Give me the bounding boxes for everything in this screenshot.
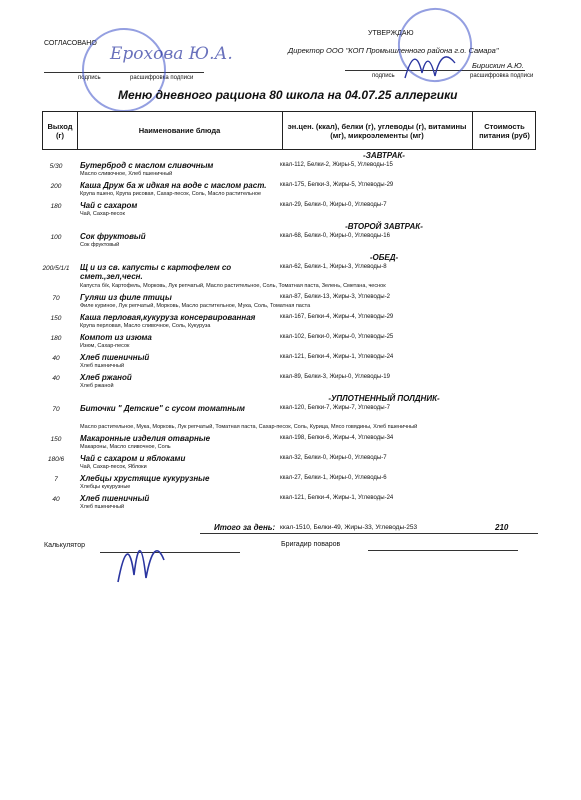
menu-row bbox=[42, 353, 536, 373]
row-comp: Капуста б/к, Картофель, Морковь, Лук репчатый, Масло растительное, Соль, Томатная паста, Зелень, Сметана, чеснок bbox=[80, 283, 386, 289]
row-nutr: ккал-175, Белки-3, Жиры-5, Углеводы-29 bbox=[280, 182, 394, 188]
menu-row bbox=[42, 201, 536, 221]
row-name: Хлеб пшеничный bbox=[80, 494, 150, 503]
row-comp: Хлеб ржаной bbox=[80, 383, 114, 389]
row-name: Компот из изюма bbox=[80, 333, 152, 342]
header-nutr: эн.цен. (ккал), белки (г), углеводы (г), витамины (мг), микроэлементы (мг) bbox=[282, 112, 473, 149]
row-name: Каша Друж ба ж идкая на воде с маслом раст. bbox=[80, 181, 267, 190]
approval-right-label: УТВЕРЖДАЮ bbox=[368, 30, 414, 37]
signature-right bbox=[400, 38, 460, 88]
row-out: 70 bbox=[52, 406, 60, 413]
row-name: Чай с сахаром и яблоками bbox=[80, 454, 186, 463]
approval-left-sub1: подпись bbox=[78, 75, 101, 81]
total-label: Итого за день: bbox=[214, 523, 276, 532]
row-comp: Хлебцы кукурузные bbox=[80, 484, 131, 490]
row-out: 40 bbox=[52, 355, 60, 362]
row-name: Хлеб пшеничный bbox=[80, 353, 150, 362]
menu-table bbox=[42, 111, 536, 514]
menu-row bbox=[42, 333, 536, 353]
footer-brigadier: Бригадир поваров bbox=[281, 541, 341, 548]
row-nutr: ккал-32, Белки-0, Жиры-0, Углеводы-7 bbox=[280, 455, 387, 461]
menu-row bbox=[42, 373, 536, 393]
row-nutr: ккал-62, Белки-1, Жиры-3, Углеводы-8 bbox=[280, 264, 387, 270]
approval-left-label: СОГЛАСОВАНО bbox=[44, 40, 97, 47]
row-name: Хлеб ржаной bbox=[80, 373, 132, 382]
header-out: Выход (г) bbox=[43, 112, 78, 149]
row-nutr: ккал-112, Белки-2, Жиры-5, Углеводы-15 bbox=[280, 162, 393, 168]
page-title: Меню дневного рациона 80 школа на 04.07.25 аллергики bbox=[118, 88, 458, 102]
menu-sections bbox=[42, 150, 536, 514]
row-comp: Хлеб пшеничный bbox=[80, 504, 125, 510]
header-cost: Стоимость питания (руб) bbox=[479, 121, 530, 140]
row-name: Сок фруктовый bbox=[80, 232, 146, 241]
row-comp: Чай, Сахар-песок, Яблоки bbox=[80, 464, 147, 470]
row-comp: Масло сливочное, Хлеб пшеничный bbox=[80, 171, 173, 177]
row-name: Каша перловая,кукуруза консервированная bbox=[80, 313, 256, 322]
row-nutr: ккал-68, Белки-0, Жиры-0, Углеводы-16 bbox=[280, 233, 390, 239]
row-out: 7 bbox=[54, 476, 58, 483]
row-nutr: ккал-89, Белки-3, Жиры-0, Углеводы-19 bbox=[280, 374, 390, 380]
row-comp: Масло растительное, Мука, Морковь, Лук репчатый, Томатная паста, Сахар-песок, Соль, Курица, Мясо говядины, Хлеб пшеничный bbox=[80, 424, 418, 430]
row-name: Хлебцы хрустящие кукурузные bbox=[80, 474, 210, 483]
total-nutr: ккал-1510, Белки-49, Жиры-33, Углеводы-253 bbox=[280, 524, 418, 531]
row-comp: Изюм, Сахар-песок bbox=[80, 343, 130, 349]
footer-calculator: Калькулятор bbox=[44, 542, 85, 549]
row-nutr: ккал-198, Белки-6, Жиры-4, Углеводы-34 bbox=[280, 435, 394, 441]
menu-row bbox=[42, 454, 536, 474]
signature-left: Ерохова Ю.А. bbox=[110, 44, 233, 64]
row-out: 150 bbox=[50, 315, 62, 322]
row-name: Гуляш из филе птицы bbox=[80, 293, 172, 302]
row-out: 40 bbox=[52, 375, 60, 382]
row-nutr: ккал-102, Белки-0, Жиры-0, Углеводы-25 bbox=[280, 334, 394, 340]
section-title: -ОБЕД- bbox=[369, 253, 399, 262]
approval-left-sub2: расшифровка подписи bbox=[130, 75, 194, 81]
footer-brigadier-line bbox=[368, 550, 518, 551]
row-name: Макаронные изделия отварные bbox=[80, 434, 211, 443]
total-line bbox=[200, 533, 538, 534]
menu-row bbox=[42, 474, 536, 494]
row-nutr: ккал-121, Белки-4, Жиры-1, Углеводы-24 bbox=[280, 495, 394, 501]
row-name: Чай с сахаром bbox=[80, 201, 138, 210]
row-comp: Филе куриное, Лук репчатый, Морковь, Масло растительное, Мука, Соль, Томатная паста bbox=[80, 303, 311, 309]
menu-row bbox=[42, 494, 536, 514]
approval-right-name: Бирискин А.Ю. bbox=[472, 61, 524, 70]
total-cost: 210 bbox=[495, 523, 509, 532]
row-comp: Чай, Сахар-песок bbox=[80, 211, 125, 217]
row-out: 40 bbox=[52, 496, 60, 503]
table-header bbox=[42, 111, 536, 150]
row-comp: Сок фруктовый bbox=[80, 242, 120, 248]
row-comp: Крупа перловая, Масло сливочное, Соль, Кукуруза bbox=[80, 323, 211, 329]
row-out: 200/5/1/1 bbox=[42, 265, 70, 272]
row-out: 5/30 bbox=[49, 163, 63, 170]
signature-calculator bbox=[110, 520, 170, 590]
row-nutr: ккал-27, Белки-1, Жиры-0, Углеводы-6 bbox=[280, 475, 387, 481]
row-comp: Хлеб пшеничный bbox=[80, 363, 125, 369]
row-nutr: ккал-29, Белки-0, Жиры-0, Углеводы-7 bbox=[280, 202, 387, 208]
menu-row bbox=[42, 293, 536, 313]
menu-row bbox=[42, 161, 536, 181]
row-comp: Макароны, Масло сливочное, Соль bbox=[80, 444, 171, 450]
row-nutr: ккал-121, Белки-4, Жиры-1, Углеводы-24 bbox=[280, 354, 394, 360]
menu-row bbox=[42, 232, 536, 252]
menu-row bbox=[42, 181, 536, 201]
header-name: Наименование блюда bbox=[77, 112, 283, 149]
row-out: 180 bbox=[50, 335, 62, 342]
row-out: 180 bbox=[50, 203, 62, 210]
row-out: 70 bbox=[52, 295, 60, 302]
section-title: -ЗАВТРАК- bbox=[363, 151, 405, 160]
row-nutr: ккал-87, Белки-13, Жиры-3, Углеводы-2 bbox=[280, 294, 390, 300]
row-nutr: ккал-120, Белки-7, Жиры-7, Углеводы-7 bbox=[280, 405, 390, 411]
row-name: Бутерброд с маслом сливочным bbox=[80, 161, 214, 170]
menu-row bbox=[42, 434, 536, 454]
row-out: 150 bbox=[50, 436, 62, 443]
row-out: 180/6 bbox=[47, 456, 65, 463]
section-title: -ВТОРОЙ ЗАВТРАК- bbox=[345, 222, 423, 231]
approval-right-sub2: расшифровка подписи bbox=[470, 73, 534, 79]
approval-right-position: Директор ООО "КОП Промышленного района г.о. Самара" bbox=[288, 46, 499, 55]
row-out: 200 bbox=[50, 183, 62, 190]
row-out: 100 bbox=[50, 234, 62, 241]
approval-right-sub1: подпись bbox=[372, 73, 395, 79]
row-name: Биточки " Детские" с сусом томатным bbox=[80, 404, 245, 413]
row-nutr: ккал-167, Белки-4, Жиры-4, Углеводы-29 bbox=[280, 314, 394, 320]
menu-row bbox=[42, 313, 536, 333]
menu-row bbox=[42, 263, 536, 293]
section-title: -УПЛОТНЕННЫЙ ПОЛДНИК- bbox=[328, 394, 440, 403]
row-comp: Крупа пшено, Крупа рисовая, Сахар-песок, Соль, Масло растительное bbox=[80, 191, 262, 197]
menu-row bbox=[42, 404, 536, 434]
row-name: Щ и из св. капусты с картофелем со смет.,зел,чесн. bbox=[80, 263, 232, 281]
